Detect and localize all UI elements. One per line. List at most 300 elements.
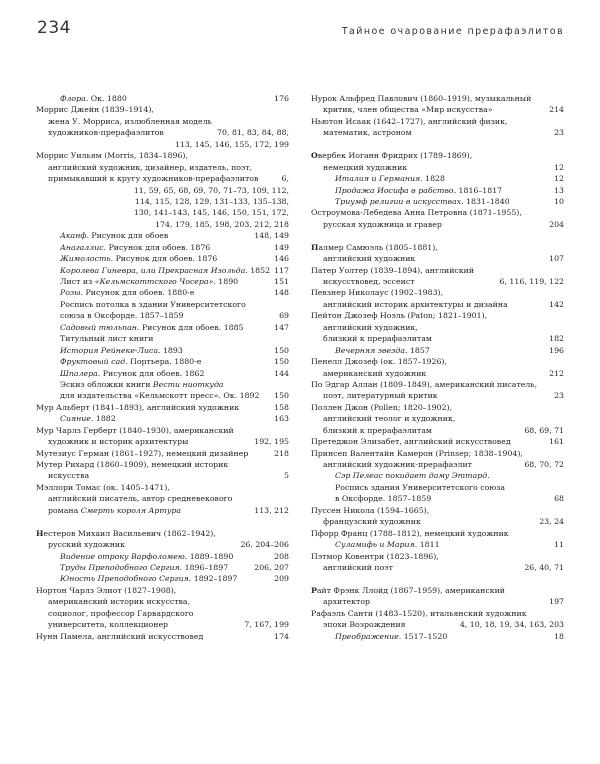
- page-refs: 144: [274, 368, 289, 378]
- entry-segment: . Портьера. 1880-е: [125, 357, 202, 367]
- page-refs: 218: [274, 448, 289, 458]
- entry-segment: Роспись потолка в здании Университетского: [60, 299, 246, 309]
- page-refs: 68, 70, 72: [524, 460, 564, 469]
- entry-segment: Рафаэль Санти (1483–1520), итальянский художник: [311, 608, 527, 618]
- index-entry-text: [36, 242, 289, 253]
- index-entry-text: [311, 333, 564, 344]
- entry-segment: Титульный лист книги: [60, 334, 154, 344]
- entry-segment: Претеджон Элизабет, английский искусствовед: [311, 437, 511, 447]
- index-line: [36, 573, 289, 584]
- entry-segment: Италия и Германия: [335, 174, 421, 184]
- index-line: [311, 345, 564, 356]
- entry-segment: американский художник: [323, 368, 427, 378]
- entry-segment: для издательства «Кельмскотт пресс». Ок. 1892: [60, 391, 260, 401]
- letter-initial: П: [311, 242, 319, 252]
- index-entry-text: [36, 162, 289, 173]
- index-entry-text: [311, 368, 564, 379]
- page-refs: 10: [554, 196, 564, 206]
- index-line: [36, 104, 289, 115]
- entry-segment: Смерть короля Артура: [80, 505, 181, 515]
- index-entry-text: [311, 93, 564, 104]
- page-refs: 6, 116, 119, 122: [499, 277, 564, 286]
- index-line: [311, 459, 564, 470]
- page-refs: 117: [274, 265, 289, 275]
- index-line: [36, 322, 289, 333]
- index-entry-text: [36, 596, 289, 607]
- page-refs: 68: [554, 494, 564, 504]
- index-line: [36, 631, 289, 642]
- index-line: [311, 276, 564, 287]
- index-line: [311, 173, 564, 184]
- entry-segment: . 1852: [245, 265, 271, 275]
- index-entry-text: [311, 150, 564, 161]
- index-line: [311, 551, 564, 562]
- entry-segment: . 1831–1840: [461, 196, 510, 206]
- index-line: [311, 150, 564, 161]
- entry-segment: . Рисунок для обоев. 1885: [136, 322, 244, 332]
- index-line: [311, 516, 564, 527]
- index-line: [311, 299, 564, 310]
- index-entry-text: [36, 345, 289, 356]
- index-entry-text: [36, 425, 289, 436]
- entry-segment: английский историк архитектуры и дизайна: [323, 299, 508, 309]
- index-line: [36, 93, 289, 104]
- index-line: [36, 253, 289, 264]
- index-entry-text: [36, 116, 289, 127]
- letter-initial: Н: [36, 528, 44, 538]
- letter-initial: О: [311, 151, 318, 161]
- page-refs: 150: [274, 391, 289, 401]
- entry-segment: . Ок. 1880: [85, 94, 127, 103]
- index-line: [36, 470, 289, 481]
- page-refs: 196: [549, 345, 564, 355]
- index-entry-text: [311, 448, 564, 459]
- index-entry-text: [311, 493, 564, 504]
- entry-segment: . Рисунок для обоев: [86, 231, 169, 241]
- page-refs: 150: [274, 357, 289, 367]
- index-line: [311, 356, 564, 367]
- index-entry-text: [36, 173, 289, 184]
- entry-segment: айт Фрэнк Ллойд (1867–1959), американский: [316, 585, 506, 595]
- index-entry-text: [311, 242, 564, 253]
- index-line: [36, 493, 289, 504]
- index-line: [311, 162, 564, 173]
- index-line: [36, 196, 289, 207]
- index-line: [311, 242, 564, 253]
- page-refs: 182: [549, 334, 564, 344]
- index-line: [311, 436, 564, 447]
- entry-segment: Мэллори Томас (ок. 1405–1471),: [36, 482, 170, 492]
- page-refs: 68, 69, 71: [524, 425, 564, 435]
- index-line: [36, 333, 289, 344]
- page-refs: 214: [549, 105, 564, 115]
- entry-segment: Пэтмор Ковентри (1823–1896),: [311, 551, 439, 561]
- entry-segment: . Рисунок для обоев. 1862: [97, 368, 205, 378]
- index-line: [311, 104, 564, 115]
- page-refs: 23: [554, 128, 564, 138]
- entry-segment: . 1896–1897: [179, 562, 229, 572]
- index-entry-text: [311, 505, 564, 516]
- index-entry-text: [311, 127, 564, 138]
- index-line: [311, 470, 564, 481]
- entry-segment: . 1517–1520: [398, 631, 448, 641]
- page-refs: 148: [274, 288, 289, 298]
- index-entry-text: [36, 93, 289, 104]
- entry-segment: Мутезиус Герман (1861–1927), немецкий дизайнер: [36, 448, 249, 458]
- entry-segment: английский художник-прерафаэлит: [323, 460, 472, 469]
- entry-segment: примыкавший к кругу художников-прерафаэлитов: [48, 174, 259, 184]
- entry-segment: Анагаллис: [60, 242, 104, 252]
- index-line: [36, 310, 289, 321]
- index-entry-text: [36, 562, 289, 573]
- entry-segment: . Рисунок для обоев. 1880-е: [80, 288, 195, 298]
- entry-segment: Вечерняя звезда: [335, 345, 405, 355]
- index-line: [36, 185, 289, 196]
- entry-segment: русский художник: [48, 540, 125, 550]
- index-line: [36, 287, 289, 298]
- index-entry-text: [311, 631, 564, 642]
- index-column-right: [311, 93, 564, 642]
- index-line: [36, 596, 289, 607]
- index-line: [36, 390, 289, 401]
- index-line: [311, 608, 564, 619]
- entry-segment: Садовый тюльпан: [60, 322, 137, 332]
- page-refs: 197: [549, 597, 564, 607]
- index-line: [36, 619, 289, 630]
- entry-segment: союза в Оксфорде. 1857–1859: [60, 311, 184, 321]
- entry-segment: . 1889–1890: [184, 551, 234, 561]
- entry-segment: эпохи Возрождения: [323, 620, 406, 630]
- entry-segment: Аканф: [60, 231, 87, 241]
- index-entry-text: [311, 390, 564, 401]
- page-refs: 212: [549, 368, 564, 378]
- entry-segment: искусства: [48, 471, 90, 481]
- index-line: [36, 459, 289, 470]
- index-entry-text: [36, 322, 289, 333]
- entry-segment: Королева Гиневра, или Прекрасная Изольда: [60, 265, 246, 275]
- index-line: [311, 448, 564, 459]
- entry-segment: «Кельмскоттского Чосера»: [94, 277, 214, 286]
- index-entry-text: [36, 631, 289, 642]
- page-refs: 26, 40, 71: [524, 562, 564, 572]
- page-refs: 161: [549, 437, 564, 447]
- page-refs: 12: [554, 174, 564, 184]
- entry-segment: романа: [48, 505, 81, 515]
- index-line: [311, 413, 564, 424]
- page-refs: 23: [554, 391, 564, 401]
- page-refs: 209: [274, 574, 289, 584]
- entry-segment: критик, член общества «Мир искусства»: [323, 105, 493, 115]
- index-entry-text: [311, 310, 564, 321]
- entry-segment: английский художник,: [323, 322, 418, 332]
- entry-segment: Шпалера: [60, 368, 98, 378]
- entry-segment: История Рейнеке-Лиса: [60, 345, 158, 355]
- entry-segment: архитектор: [323, 597, 371, 607]
- index-entry-text: [311, 173, 564, 184]
- index-line: [311, 585, 564, 596]
- index-entry-text: [311, 528, 564, 539]
- entry-segment: английский поэт: [323, 562, 393, 572]
- entry-segment: естеров Михаил Васильевич (1862–1942),: [43, 528, 216, 538]
- index-line: [36, 219, 289, 230]
- page-refs: 114, 115, 128, 129, 131–133, 135–138,: [134, 196, 289, 206]
- page-refs: 113, 145, 146, 155, 172, 199: [174, 139, 289, 149]
- index-line: [36, 505, 289, 516]
- section-gap: [311, 230, 564, 241]
- index-line: [311, 425, 564, 436]
- entry-segment: . 1816–1817: [453, 185, 503, 195]
- page-refs: 11: [554, 540, 564, 550]
- entry-segment: Фруктовый сад: [60, 357, 126, 367]
- running-head: Тайное очарование прерафаэлитов: [341, 26, 564, 37]
- entry-segment: Мур Чарлз Герберт (1840–1930), американский: [36, 425, 234, 435]
- page-refs: 113, 212: [254, 505, 289, 515]
- index-line: [311, 482, 564, 493]
- index-entry-text: [311, 551, 564, 562]
- index-entry-text: [311, 608, 564, 619]
- entry-segment: Эскиз обложки книги: [60, 379, 153, 389]
- index-line: [36, 482, 289, 493]
- entry-segment: Моррис Джейн (1839–1914),: [36, 105, 154, 115]
- page-refs: 7, 167, 199: [244, 620, 289, 630]
- index-entry-text: [311, 253, 564, 264]
- index-entry-text: [311, 402, 564, 413]
- entry-segment: жена У. Морриса, излюбленная модель: [48, 116, 212, 126]
- index-line: [36, 562, 289, 573]
- entry-segment: художник и историк архитектуры: [48, 437, 189, 447]
- index-line: [36, 207, 289, 218]
- entry-segment: американский историк искусства,: [48, 597, 191, 607]
- index-entry-text: [311, 482, 564, 493]
- index-line: [36, 345, 289, 356]
- index-line: [311, 219, 564, 230]
- page-refs: 4, 10, 18, 19, 34, 163, 203: [459, 620, 564, 630]
- entry-segment: . 1882: [90, 414, 116, 424]
- index-entry-text: [311, 104, 564, 115]
- page-refs: 130, 141–143, 145, 146, 150, 151, 172,: [133, 208, 289, 218]
- entry-segment: Нунн Памела, английский искусствовед: [36, 631, 204, 641]
- index-entry-text: [311, 379, 564, 390]
- index-line: [311, 596, 564, 607]
- page-refs: 149: [274, 242, 289, 252]
- page-refs: 208: [274, 551, 289, 561]
- index-line: [36, 413, 289, 424]
- entry-segment: По Эдгар Аллан (1809–1849), американский писатель,: [311, 379, 538, 389]
- index-line: [311, 310, 564, 321]
- page-refs: 12: [554, 162, 564, 172]
- index-entry-text: [36, 104, 289, 115]
- entry-segment: Видение отроку Варфоломею: [60, 551, 185, 561]
- index-entry-text: [36, 253, 289, 264]
- page-refs: 204: [549, 219, 564, 229]
- entry-segment: Нурок Альфред Павлович (1860–1919), музыкальный: [311, 94, 532, 103]
- index-line: [36, 379, 289, 390]
- index-entry-text: [311, 185, 564, 196]
- entry-segment: математик, астроном: [323, 128, 412, 138]
- index-entry-text: [311, 356, 564, 367]
- index-line: [36, 242, 289, 253]
- index-line: [36, 139, 289, 150]
- page-refs: 6,: [281, 174, 289, 184]
- index-line: [36, 265, 289, 276]
- page-refs: 13: [554, 185, 564, 195]
- index-line: [36, 448, 289, 459]
- entry-segment: Ньютон Исаак (1642–1727), английский физик,: [311, 116, 508, 126]
- index-entry-text: [36, 299, 289, 310]
- page-refs: 163: [274, 414, 289, 424]
- entry-segment: Певзнер Николаус (1902–1983),: [311, 288, 444, 298]
- page-refs: 192, 195: [254, 437, 289, 447]
- index-entry-text: [36, 402, 289, 413]
- index-entry-text: [36, 573, 289, 584]
- index-line: [36, 539, 289, 550]
- index-line: [311, 322, 564, 333]
- index-line: [311, 127, 564, 138]
- entry-segment: английский теолог и художник,: [323, 414, 456, 424]
- index-line: [36, 368, 289, 379]
- page-refs: 70, 81, 83, 84, 88,: [217, 128, 289, 138]
- entry-segment: близкий к прерафаэлитам: [323, 334, 432, 344]
- entry-segment: Мутер Рихард (1860–1909), немецкий историк: [36, 460, 229, 469]
- entry-segment: . 1811: [414, 540, 440, 550]
- index-line: [311, 368, 564, 379]
- index-entry-text: [36, 482, 289, 493]
- index-line: [36, 127, 289, 138]
- entry-segment: Юность Преподобного Сергия: [60, 574, 189, 584]
- index-line: [36, 276, 289, 287]
- entry-segment: русская художница и гравер: [323, 219, 442, 229]
- index-line: [36, 150, 289, 161]
- entry-segment: . 1890: [213, 277, 239, 286]
- index-entry-text: [311, 265, 564, 276]
- entry-segment: английский художник, дизайнер, издатель, поэт,: [48, 162, 253, 172]
- page-refs: 158: [274, 402, 289, 412]
- index-entry-text: [311, 516, 564, 527]
- entry-segment: Сияние: [60, 414, 91, 424]
- index-line: [311, 619, 564, 630]
- section-gap: [311, 573, 564, 584]
- index-entry-text: [36, 436, 289, 447]
- index-line: [36, 551, 289, 562]
- entry-segment: поэт, литературный критик: [323, 391, 438, 401]
- index-entry-text: [36, 333, 289, 344]
- index-entry-text: [311, 196, 564, 207]
- entry-segment: Триумф религии в искусствах: [335, 196, 462, 206]
- index-line: [311, 631, 564, 642]
- page-refs: 18: [554, 631, 564, 641]
- index-line: [311, 493, 564, 504]
- index-line: [311, 185, 564, 196]
- entry-segment: Жимолость: [60, 254, 111, 264]
- index-entry-text: [36, 287, 289, 298]
- entry-segment: Пейтон Джозеф Ноэль (Paton; 1821–1901),: [311, 311, 488, 321]
- index-line: [311, 253, 564, 264]
- page-refs: 151: [274, 277, 289, 286]
- entry-segment: близкий к прерафаэлитам: [323, 425, 432, 435]
- page-refs: 11, 59, 65, 68, 69, 70, 71–73, 109, 112,: [133, 185, 289, 195]
- entry-segment: . Рисунок для обоев. 1876: [110, 254, 218, 264]
- index-entry-text: [36, 368, 289, 379]
- index-entry-text: [36, 379, 289, 390]
- index-entry-text: [36, 608, 289, 619]
- index-entry-text: [36, 276, 289, 287]
- page-refs: 174: [274, 631, 289, 641]
- entry-segment: . 1857: [405, 345, 430, 355]
- page-refs: 5: [284, 471, 289, 481]
- page-refs: 142: [549, 299, 564, 309]
- entry-segment: английский художник: [323, 254, 416, 264]
- entry-segment: Пуссен Никола (1594–1665),: [311, 505, 430, 515]
- entry-segment: художников-прерафаэлитов: [48, 128, 164, 138]
- entry-segment: алмер Самюэль (1805–1881),: [318, 242, 438, 252]
- index-entry-text: [311, 345, 564, 356]
- index-line: [36, 436, 289, 447]
- index-line: [311, 196, 564, 207]
- index-entry-text: [36, 448, 289, 459]
- index-entry-text: [36, 265, 289, 276]
- index-entry-text: [311, 116, 564, 127]
- entry-segment: Продажа Иосифа в рабство: [335, 185, 454, 195]
- index-line: [311, 505, 564, 516]
- page-refs: 107: [549, 254, 564, 264]
- entry-segment: вербек Иоганн Фридрих (1789–1869),: [317, 151, 473, 161]
- entry-segment: университета, коллекционер: [48, 620, 169, 630]
- index-entry-text: [311, 470, 564, 481]
- page-refs: 147: [274, 322, 289, 332]
- index-entry-text: [311, 287, 564, 298]
- section-gap: [36, 516, 289, 527]
- index-line: [36, 528, 289, 539]
- section-gap: [311, 139, 564, 150]
- entry-segment: Сэр Пелеас покидает даму Эттард: [335, 471, 488, 481]
- index-entry-text: [311, 539, 564, 550]
- entry-segment: . 1828: [420, 174, 445, 184]
- entry-segment: социолог, профессор Гарвардского: [48, 608, 194, 618]
- entry-segment: Преображение: [335, 631, 399, 641]
- index-line: [311, 528, 564, 539]
- entry-segment: французский художник: [323, 517, 421, 527]
- entry-segment: Флора: [60, 94, 86, 103]
- index-entry-text: [311, 322, 564, 333]
- index-entry-text: [36, 493, 289, 504]
- index-line: [311, 379, 564, 390]
- index-entry-text: [36, 230, 289, 241]
- index-line: [36, 585, 289, 596]
- page-refs: 174, 179, 185, 198, 203, 212, 218: [155, 219, 289, 229]
- index-line: [36, 425, 289, 436]
- entry-segment: немецкий художник: [323, 162, 408, 172]
- page-refs: 206, 207: [254, 562, 289, 572]
- index-entry-text: [36, 551, 289, 562]
- index-entry-text: [311, 596, 564, 607]
- entry-segment: английский писатель, автор средневекового: [48, 494, 233, 504]
- entry-segment: Остроумова-Лебедева Анна Петровна (1871–1955),: [311, 208, 522, 218]
- entry-segment: Роспись здания Университетского союза: [335, 482, 506, 492]
- index-line: [311, 207, 564, 218]
- index-column-left: [36, 93, 289, 642]
- entry-segment: Пенелл Джозеф (ок. 1857–1926),: [311, 357, 447, 367]
- index-line: [36, 162, 289, 173]
- entry-segment: Патер Уолтер (1839–1894), английский: [311, 265, 475, 275]
- index-entry-text: [36, 413, 289, 424]
- page-refs: 148, 149: [254, 231, 289, 241]
- index-line: [311, 333, 564, 344]
- index-line: [36, 356, 289, 367]
- entry-segment: Труды Преподобного Сергия: [60, 562, 180, 572]
- index-entry-text: [311, 299, 564, 310]
- index-line: [36, 230, 289, 241]
- entry-segment: . Рисунок для обоев. 1876: [103, 242, 211, 252]
